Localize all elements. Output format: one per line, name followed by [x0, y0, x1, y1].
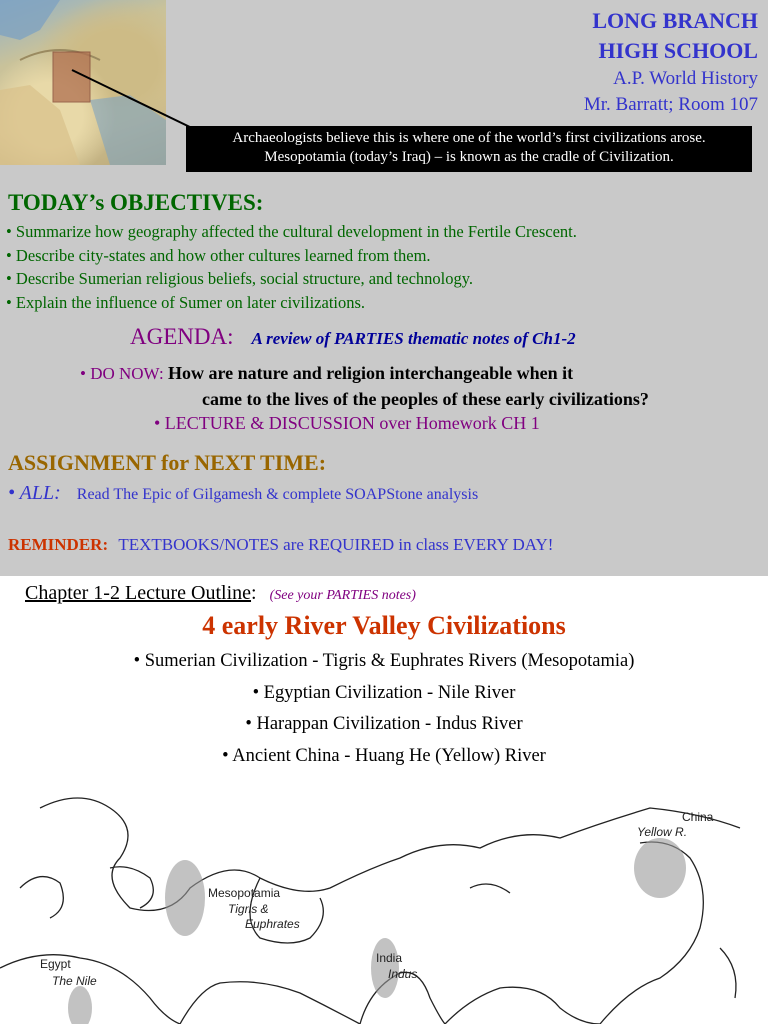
- map-label-egypt: Egypt: [40, 957, 71, 971]
- outline-note: (See your PARTIES notes): [269, 588, 416, 603]
- objective-item: • Describe city-states and how other cultures learned from them.: [6, 245, 431, 265]
- assignment-title: ASSIGNMENT for NEXT TIME:: [8, 450, 327, 475]
- civilization-item: • Harappan Civilization - Indus River: [245, 714, 523, 734]
- map-label-yellow-river: Yellow R.: [637, 825, 688, 839]
- caption-line2: Mesopotamia (today’s Iraq) – is known as the cradle of Civilization.: [264, 149, 674, 165]
- civilization-item: • Egyptian Civilization - Nile River: [252, 682, 516, 703]
- assignment-all-label: • ALL:: [8, 482, 61, 504]
- objective-item: • Summarize how geography affected the cultural development in the Fertile Crescent.: [6, 222, 577, 241]
- lecture-item: • LECTURE & DISCUSSION over Homework CH 1: [154, 413, 540, 433]
- objective-item: • Explain the influence of Sumer on later civilizations.: [6, 292, 366, 312]
- school-header: [584, 6, 758, 118]
- map-caption: [186, 126, 752, 172]
- reminder-label: REMINDER:: [8, 535, 109, 554]
- map-label-tigris: Tigris &: [228, 902, 269, 916]
- agenda-label: AGENDA:: [130, 324, 234, 349]
- school-name-line1: LONG BRANCH: [592, 8, 758, 33]
- reminder: [8, 535, 553, 555]
- civilization-item: • Sumerian Civilization - Tigris & Euphrates Rivers (Mesopotamia): [133, 651, 635, 671]
- teacher-room: Mr. Barratt; Room 107: [583, 94, 758, 115]
- course-name: A.P. World History: [613, 68, 758, 89]
- objectives-title: TODAY’s OBJECTIVES:: [8, 190, 264, 215]
- map-label-mesopotamia: Mesopotamia: [208, 886, 281, 900]
- river-valleys-outline-map: [0, 768, 768, 1024]
- map-label-india: India: [376, 951, 403, 965]
- outline-title: Chapter 1-2 Lecture Outline: [25, 582, 252, 604]
- agenda-heading: [130, 324, 576, 350]
- civilization-item: • Ancient China - Huang He (Yellow) River: [222, 745, 546, 766]
- civilizations-list: [0, 646, 768, 772]
- outline-colon: :: [251, 582, 257, 604]
- donow-prefix: • DO NOW:: [80, 364, 164, 383]
- school-name-line2: HIGH SCHOOL: [598, 38, 758, 63]
- river-valley-title: 4 early River Valley Civilizations: [202, 611, 566, 640]
- donow-question-line2: came to the lives of the peoples of these early civilizations?: [202, 389, 649, 409]
- assignment-all-text: Read The Epic of Gilgamesh & complete SOAPStone analysis: [76, 486, 479, 503]
- caption-line1: Archaeologists believe this is where one of the world’s first civilizations arose.: [232, 130, 706, 146]
- agenda-subtitle: A review of PARTIES thematic notes of Ch1-2: [251, 329, 576, 348]
- map-label-euphrates: Euphrates: [245, 917, 300, 931]
- donow-question-line1: How are nature and religion interchangeable when it: [167, 363, 574, 383]
- map-label-nile: The Nile: [52, 974, 97, 988]
- objectives-list: [6, 220, 577, 314]
- do-now: [80, 360, 649, 409]
- map-label-indus: Indus: [388, 967, 418, 981]
- outline-heading: [25, 582, 416, 605]
- objective-item: • Describe Sumerian religious beliefs, social structure, and technology.: [6, 269, 474, 288]
- reminder-text: TEXTBOOKS/NOTES are REQUIRED in class EVERY DAY!: [118, 535, 554, 554]
- assignment-all: [8, 482, 478, 505]
- map-label-china: China: [682, 810, 714, 824]
